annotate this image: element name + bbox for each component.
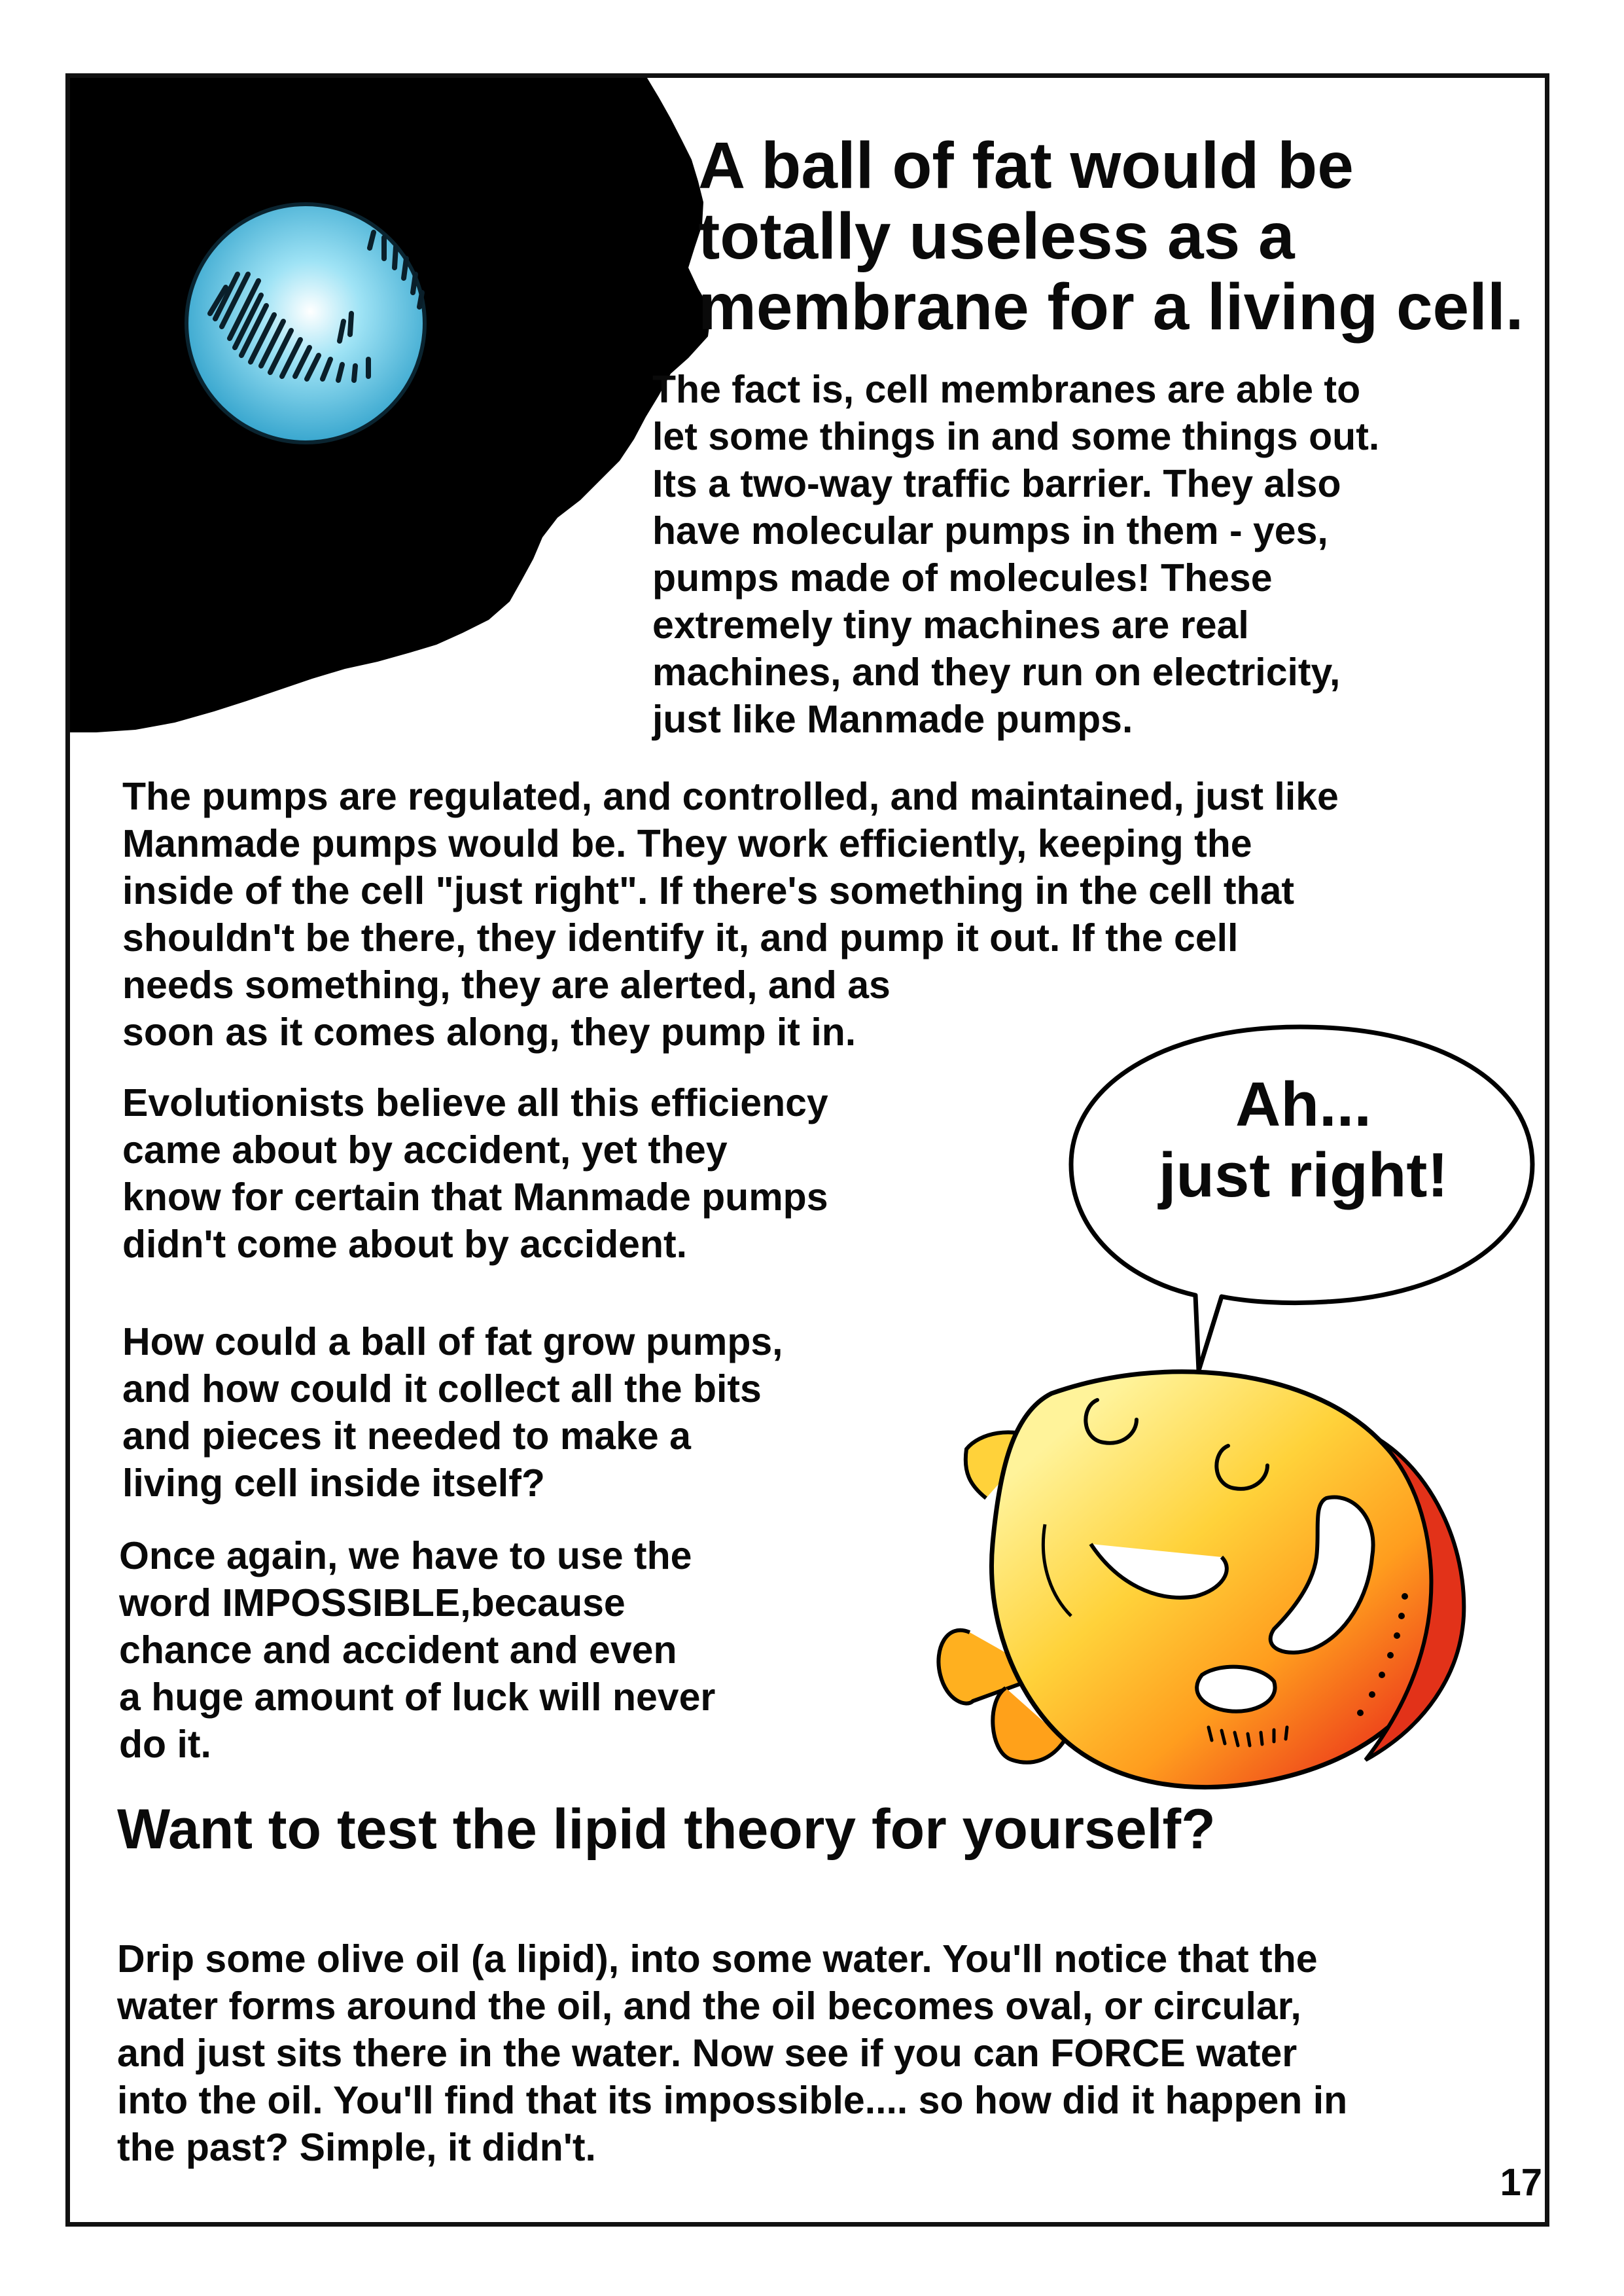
happy-cell-character-icon <box>855 1308 1536 1845</box>
experiment-paragraph: Drip some olive oil (a lipid), into some water. You'll notice that the water forms around the oil, and the oil becomes oval, or circular, and just sits there in the water. Now see if you can FORCE water into the oil. You'll find that its impossible.... so how did it happen in the past? Simple, it didn't. <box>117 1937 1348 2169</box>
intro-paragraph: The fact is, cell membranes are able to let some things in and some things out. Its a two-way traffic barrier. They also have molecular pumps in them - yes, pumps made of molecules! These extremely tiny machines are real machines, and they run on electricity, just like Manmade pumps. <box>652 368 1380 741</box>
impossible-paragraph: Once again, we have to use the word IMPOSSIBLE,because chance and accident and even a huge amount of luck will never do it. <box>119 1534 716 1766</box>
evolution-paragraph: Evolutionists believe all this efficiency came about by accident, yet they know for certain that Manmade pumps didn't come about by accident. <box>122 1081 828 1266</box>
page-number: 17 <box>1500 2161 1542 2204</box>
speech-bubble-text: Ah... just right! <box>1158 1069 1449 1210</box>
fat-ball-sphere-icon <box>186 204 425 442</box>
page-frame <box>65 73 1549 2227</box>
dark-space-panel <box>70 78 724 732</box>
headline: A ball of fat would be totally useless as a membrane for a living cell. <box>698 129 1524 344</box>
question-paragraph: How could a ball of fat grow pumps, and how could it collect all the bits and pieces it needed to make a living cell inside itself? <box>122 1320 783 1505</box>
pumps-paragraph: The pumps are regulated, and controlled, and maintained, just like Manmade pumps would be. They work efficiently, keeping the inside of the cell "just right". If there's something in the cell that shouldn't be there, they identify it, and pump it out. If the cell needs something, they are alerted, and as soon as it comes along, they pump it in. <box>122 775 1339 1054</box>
subheading: Want to test the lipid theory for yourself? <box>117 1798 1216 1861</box>
